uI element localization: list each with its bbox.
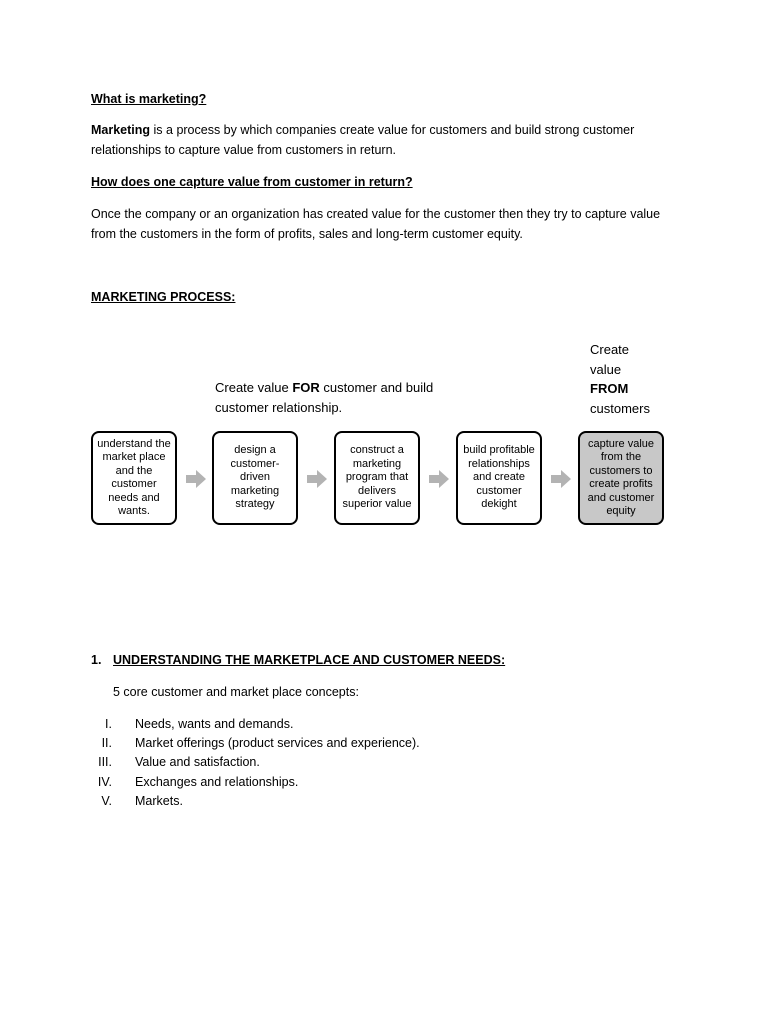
- arrow-right-icon: [551, 469, 571, 489]
- for-label-line-2: customer relationship.: [215, 399, 343, 415]
- list-item-number: IV.: [97, 775, 112, 789]
- answer-line-2: from the customers in the form of profits, sales and long-term customer equity.: [91, 227, 523, 241]
- answer-line-1: Once the company or an organization has created value for the customer then they try to capture value: [91, 207, 661, 221]
- capture-value-answer: [91, 204, 660, 244]
- for-label-bold: FOR: [292, 380, 320, 395]
- create-value-for-label: [215, 378, 433, 417]
- list-item-number: I.: [105, 717, 112, 731]
- list-item-text: Value and satisfaction.: [135, 755, 260, 769]
- from-label-line-2: value: [590, 361, 622, 377]
- list-item-number: V.: [101, 794, 112, 808]
- section-1-number: 1.: [91, 653, 102, 667]
- process-step-1: understand the market place and the customer needs and wants.: [91, 431, 177, 525]
- from-label-line-1: Create: [590, 342, 630, 357]
- marketing-process-heading: MARKETING PROCESS:: [91, 290, 236, 304]
- list-item-number: II.: [101, 736, 112, 750]
- marketing-definition: [91, 120, 634, 160]
- create-value-from-label: [590, 340, 650, 418]
- definition-line-1-text: is a process by which companies create value for customers and build strong customer: [150, 123, 635, 137]
- arrow-right-icon: [429, 469, 449, 489]
- arrow-right-icon: [186, 469, 206, 489]
- from-label-line-3: FROM: [590, 381, 629, 396]
- definition-line-1: [91, 120, 634, 140]
- process-step-2: design a customer-driven marketing strategy: [212, 431, 298, 525]
- core-concepts-intro: 5 core customer and market place concepts:: [113, 685, 359, 699]
- list-item-text: Exchanges and relationships.: [135, 775, 299, 789]
- arrow-right-icon: [307, 469, 327, 489]
- list-item-text: Market offerings (product services and experience).: [135, 736, 420, 750]
- process-step-3: construct a marketing program that delivers superior value: [334, 431, 420, 525]
- for-label-pre: Create value: [215, 380, 293, 395]
- question-what-is-marketing: What is marketing?: [91, 92, 207, 106]
- section-1-heading: UNDERSTANDING THE MARKETPLACE AND CUSTOMER NEEDS:: [113, 653, 506, 667]
- question-capture-value: How does one capture value from customer in return?: [91, 175, 413, 189]
- process-step-5: capture value from the customers to create profits and customer equity: [578, 431, 664, 525]
- definition-line-2: relationships to capture value from customers in return.: [91, 143, 396, 157]
- for-label-post: customer and build: [319, 380, 434, 395]
- process-step-4: build profitable relationships and create customer dekight: [456, 431, 542, 525]
- list-item-number: III.: [98, 755, 112, 769]
- definition-term: Marketing: [91, 123, 151, 137]
- list-item-text: Markets.: [135, 794, 183, 808]
- list-item-text: Needs, wants and demands.: [135, 717, 294, 731]
- from-label-line-4: customers: [590, 400, 650, 416]
- for-label-line-1: [215, 378, 433, 398]
